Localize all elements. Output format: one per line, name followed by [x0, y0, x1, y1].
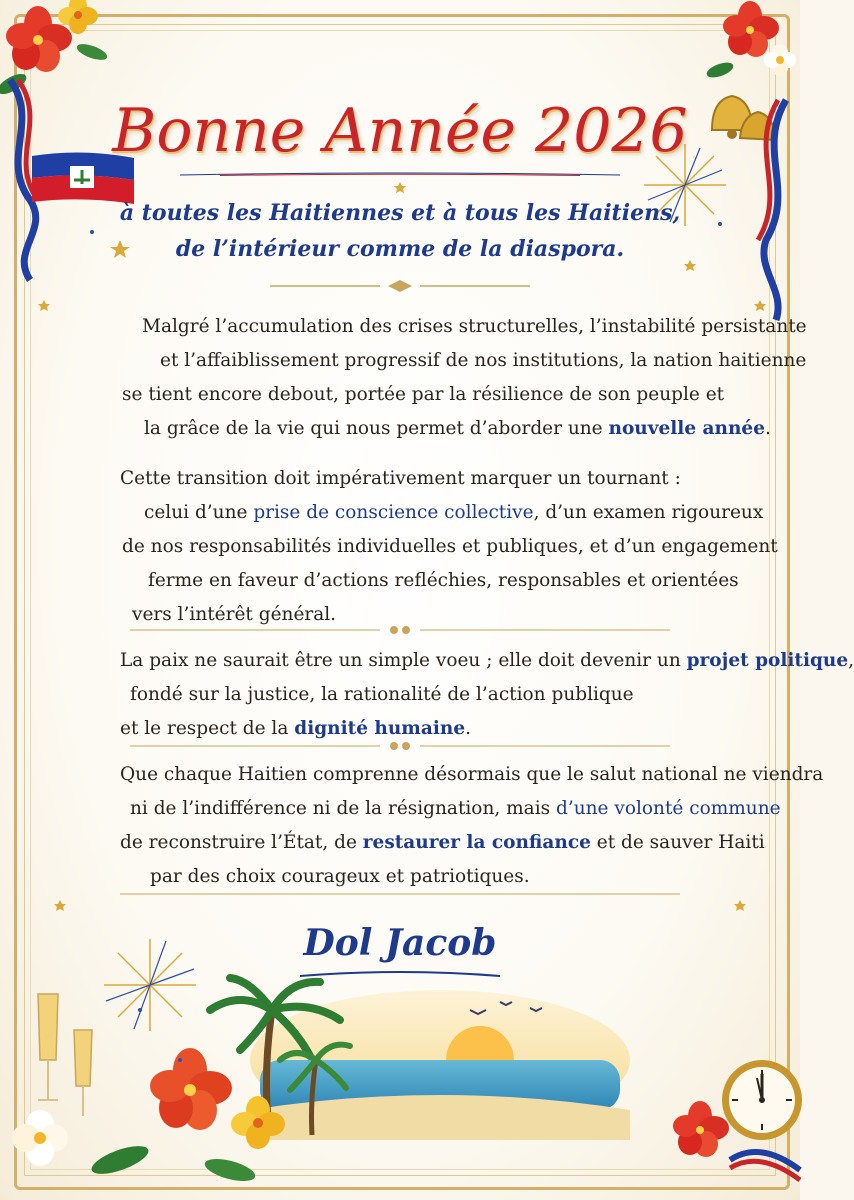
- title-underline-swash: [180, 172, 620, 176]
- text-line: ferme en faveur d’actions refléchies, responsables et orientées: [148, 570, 739, 591]
- text-line: et l’affaiblissement progressif de nos institutions, la nation haitienne: [160, 350, 807, 371]
- ornamental-divider: [110, 624, 690, 636]
- ornamental-divider: [110, 740, 690, 752]
- highlight-new-year: nouvelle année: [608, 418, 765, 439]
- text-line: vers l’intérêt général.: [132, 604, 337, 625]
- paragraph-peace: [100, 644, 854, 746]
- text-segment: , d’un examen rigoureux: [533, 502, 764, 523]
- highlight-political-project: projet politique: [686, 650, 849, 671]
- text-segment: La paix ne saurait être un simple voeu ; elle doit devenir un: [120, 650, 687, 671]
- text-line: [100, 496, 764, 530]
- text-line: par des choix courageux et patriotiques.: [150, 866, 530, 887]
- text-line: se tient encore debout, portée par la résilience de son peuple et: [122, 384, 725, 405]
- text-segment: la grâce de la vie qui nous permet d’aborder une: [144, 418, 609, 439]
- paragraph-resilience: [100, 310, 807, 446]
- text-segment: .: [465, 718, 472, 739]
- signature: Dol Jacob: [303, 922, 497, 964]
- highlight-restore-trust: restaurer la confiance: [362, 832, 591, 853]
- text-line: [100, 826, 765, 860]
- subtitle-line-2: de l’intérieur comme de la diaspora.: [175, 236, 625, 262]
- text-segment: ni de l’indifférence ni de la résignation, mais: [130, 798, 556, 819]
- text-segment: et le respect de la: [120, 718, 295, 739]
- hibiscus-flower-icon: [660, 1100, 800, 1200]
- text-line: [100, 644, 854, 678]
- text-segment: ,: [848, 650, 854, 671]
- text-line: [100, 792, 781, 826]
- card-title: Bonne Année 2026: [112, 96, 688, 166]
- highlight-common-will: d’une volonté commune: [556, 798, 781, 819]
- text-segment: et de sauver Haiti: [590, 832, 765, 853]
- hibiscus-flower-icon: [0, 1040, 300, 1200]
- text-segment: de reconstruire l’État, de: [120, 832, 363, 853]
- ornamental-divider: [110, 888, 690, 900]
- subtitle-line-1: à toutes les Haitiennes et à tous les Haitiens,: [119, 200, 681, 226]
- text-line: de nos responsabilités individuelles et publiques, et d’un engagement: [122, 536, 778, 557]
- paragraph-transition: [100, 462, 778, 632]
- text-line: [100, 412, 771, 446]
- fireworks-icon: [100, 935, 200, 1035]
- hibiscus-flower-icon: [690, 0, 800, 90]
- text-line: Malgré l’accumulation des crises structurelles, l’instabilité persistante: [142, 316, 807, 337]
- text-line: fondé sur la justice, la rationalité de l’action publique: [130, 684, 634, 705]
- text-line: Cette transition doit impérativement marquer un tournant :: [120, 468, 681, 489]
- ornamental-divider: [110, 280, 690, 292]
- text-segment: .: [764, 418, 771, 439]
- text-segment: celui d’une: [144, 502, 254, 523]
- highlight-human-dignity: dignité humaine: [294, 718, 466, 739]
- text-line: Que chaque Haitien comprenne désormais que le salut national ne viendra: [120, 764, 824, 785]
- paragraph-national-salvation: [100, 758, 824, 894]
- highlight-collective-awareness: prise de conscience collective: [253, 502, 534, 523]
